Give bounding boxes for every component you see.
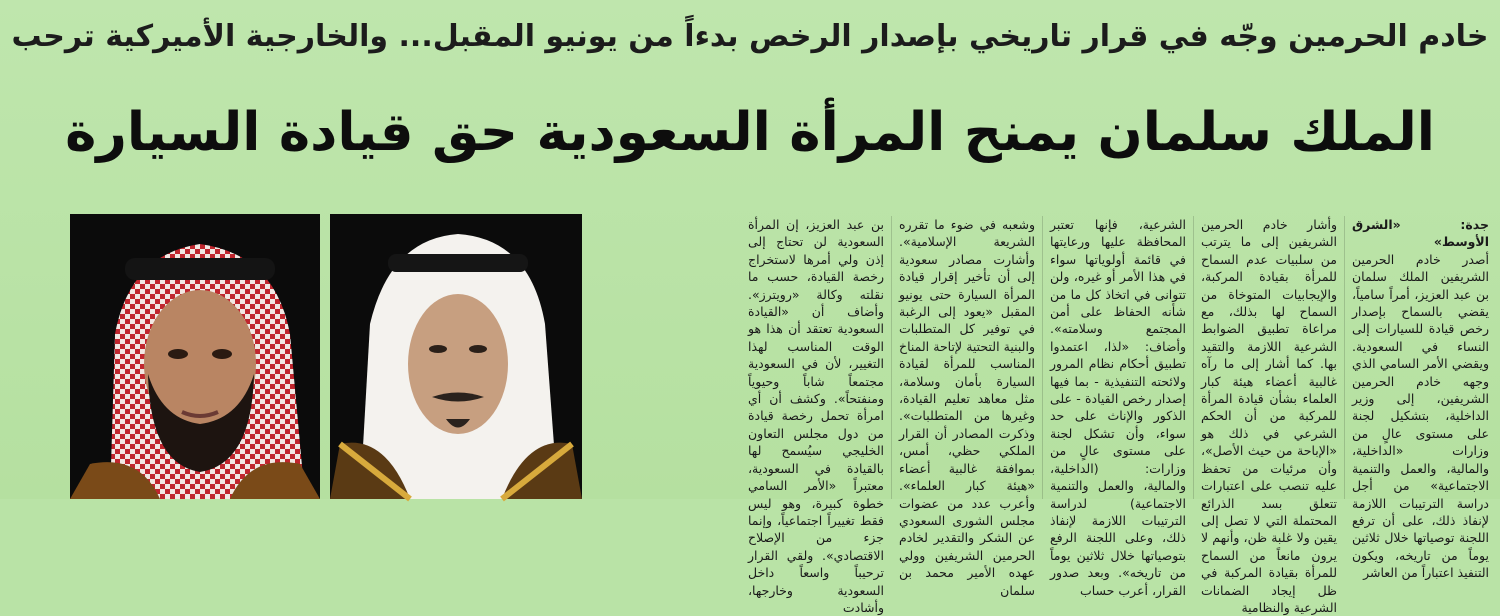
article-column-text: أصدر خادم الحرمين الشريفين الملك سلمان بن عبد العزيز، أمراً سامياً، يقضي بالسماح بإصدار رخص قيادة للسيارات إلى النساء في السعودية. ويقضي الأمر السامي الذي وجهه خادم الحرمين الشريفين، إلى وزير الداخلية، بتشكيل لجنة على مستوى عالٍ من وزارات «الداخلية، والمالية، والعمل والتنمية الاجتماعية» من أجل دراسة الترتيبات اللازمة لإنفاذ ذلك، على أن ترفع اللجنة توصياتها خلال ثلاثين يوماً من تاريخه، ويكون التنفيذ اعتباراً من العاشر (1352, 251, 1489, 581)
article-columns (590, 216, 1496, 615)
article-dateline: جدة: «الشرق الأوسط» (1352, 217, 1489, 250)
article-column-text: الشرعية، فإنها تعتبر المحافظة عليها ورعايتها في قائمة أولوياتها سواء في هذا الأمر أو غيره، ولن تتوانى في اتخاذ كل ما من شأنه الحفاظ على أمن المجتمع وسلامته». وأضاف: «لذا، اعتمدوا تطبيق أحكام نظام المرور ولائحته التنفيذية - بما فيها إصدار رخص القيادة - على الذكور والإناث على حد سواء، وأن تشكل لجنة على مستوى عالٍ من وزارات: (الداخلية، والمالية، والعمل والتنمية الاجتماعية) لدراسة الترتيبات اللازمة لإنفاذ ذلك، وعلى اللجنة الرفع بتوصياتها خلال ثلاثين يوماً من تاريخه». وبعد صدور القرار، أعرب حساب (1050, 217, 1186, 598)
article-column-text: بن عبد العزيز، إن المرأة السعودية لن تحتاج إلى إذن ولي أمرها لاستخراج رخصة القيادة، حسب ما نقلته وكالة «رويترز». وأضاف أن «القيادة السعودية تعتقد أن هذا هو الوقت المناسب لهذا التغيير، لأن في السعودية مجتمعاً شاباً وحيوياً ومنفتحاً». وكشف أن أي امرأة تحمل رخصة قيادة من دول مجلس التعاون الخليجي سيُسمح لها بالقيادة في السعودية، معتبراً «الأمر السامي خطوة كبيرة، وهو ليس فقط تغييراً اجتماعياً، وإنما جزء من الإصلاح الاقتصادي». ولقي القرار ترحيباً واسعاً داخل السعودية وخارجها، وأشادت (748, 217, 884, 615)
article-column-text: وشعبه في ضوء ما تقرره الشريعة الإسلامية». وأشارت مصادر سعودية إلى أن تأخير إقرار قيادة المرأة السيارة حتى يونيو المقبل «يعود إلى الرغبة في توفير كل المتطلبات والبنية التحتية لإتاحة المناخ المناسب للمرأة لقيادة السيارة بأمان وسلامة، مثل معاهد تعليم القيادة، وغيرها من المتطلبات». وذكرت المصادر أن القرار الملكي حظي، أمس، بموافقة غالبية أعضاء «هيئة كبار العلماء». وأعرب عدد من عضوات مجلس الشورى السعودي عن الشكر والتقدير لخادم الحرمين الشريفين وولي عهده الأمير محمد بن سلمان (899, 217, 1035, 598)
article-column-5 (741, 216, 892, 615)
article-kicker: خادم الحرمين وجّه في قرار تاريخي بإصدار الرخص بدءاً من يونيو المقبل... والخارجية الأميركية ترحب (11, 19, 1489, 54)
crown-prince-photo (70, 214, 320, 499)
article-column-3 (1043, 216, 1194, 598)
king-photo (330, 214, 582, 499)
article-column-1 (1345, 216, 1496, 581)
portrait-king-image (330, 214, 582, 499)
portrait-crown-prince-image (70, 214, 320, 499)
article-column-4 (892, 216, 1043, 598)
article-headline: الملك سلمان يمنح المرأة السعودية حق قيادة السيارة (65, 102, 1435, 163)
article-column-2 (1194, 216, 1345, 615)
article-column-text: وأشار خادم الحرمين الشريفين إلى ما يترتب من سلبيات عدم السماح للمرأة بقيادة المركبة، والإيجابيات المتوخاة من السماح لها بذلك، مع مراعاة تطبيق الضوابط الشرعية اللازمة والتقيد بها. كما أشار إلى ما رآه غالبية أعضاء هيئة كبار العلماء بشأن قيادة المرأة للمركبة من أن الحكم الشرعي في ذلك هو «الإباحة من حيث الأصل»، وأن مرئيات من تحفظ عليه تنصب على اعتبارات تتعلق بسد الذرائع المحتملة التي لا تصل إلى يقين ولا غلبة ظن، وأنهم لا يرون مانعاً من السماح للمرأة بقيادة المركبة في ظل إيجاد الضمانات الشرعية والنظامية (1201, 217, 1337, 615)
